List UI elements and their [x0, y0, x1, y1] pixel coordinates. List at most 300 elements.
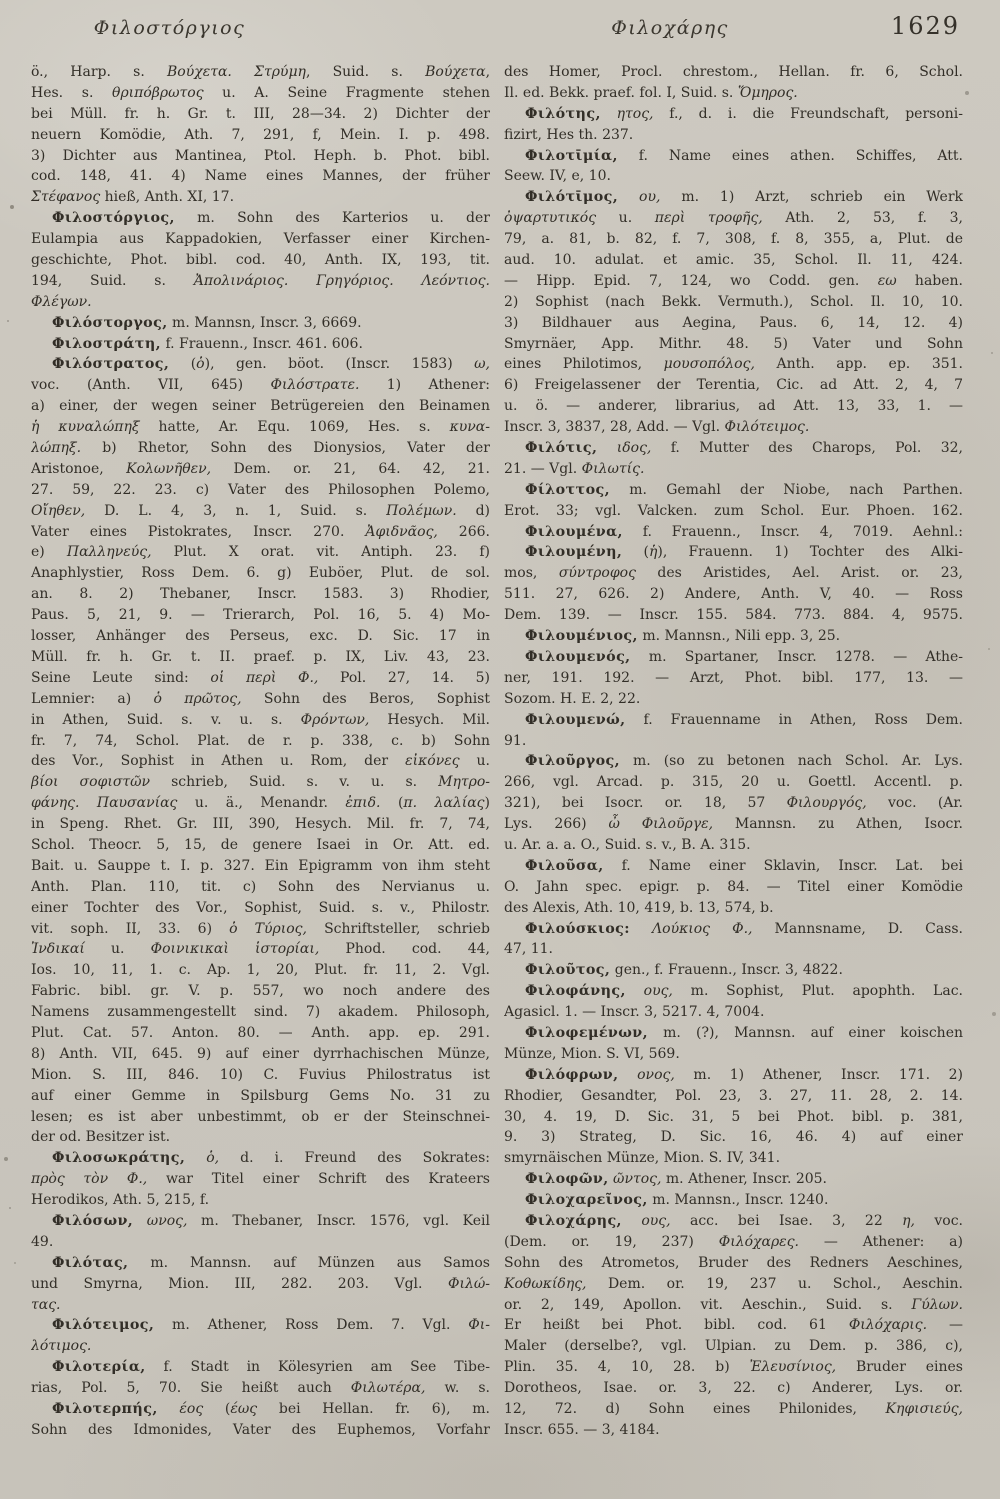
text-line [504, 563, 963, 584]
body-text: — [927, 1317, 963, 1334]
body-text: Plut. Cat. 57. Anton. 80. — Anth. app. ep. 291. [31, 1024, 490, 1041]
body-text: bei Hellan. fr. 6), m. [257, 1401, 490, 1417]
text-line [504, 1378, 963, 1399]
body-text: Namens zusammengestellt sind. 7) akadem. Philosoph, [31, 1004, 490, 1021]
body-text: voc. (Ar. [866, 795, 963, 812]
text-line [31, 710, 490, 731]
headword: Φιλοφῶν, [525, 1171, 609, 1188]
greek-text: ὁ [196, 356, 205, 373]
text-line [31, 772, 490, 793]
body-text: Mion. S. III, 846. 10) C. Fuvius Philostratus ist [31, 1066, 490, 1083]
text-line [31, 689, 490, 710]
body-text: ) [484, 795, 490, 812]
greek-text: ου, [639, 189, 661, 206]
text-line [31, 626, 490, 647]
body-text: 321), bei Isocr. or. 18, 57 [504, 795, 787, 812]
headword: Φιλουμένα, [525, 523, 623, 540]
text-line [504, 689, 963, 710]
greek-text: Βούχετα. Στρύμη [166, 64, 306, 80]
body-text: 8) Anth. VII, 645. 9) auf einer dyrrhachischen Münze, [31, 1045, 490, 1062]
headword: Φιλοῦσα, [525, 857, 604, 874]
headword: Φιλούσκιος: [525, 920, 630, 937]
text-line [504, 1107, 963, 1128]
body-text: in Athen, Suid. s. v. u. s. [31, 711, 301, 728]
headword: Φιλότειμος, [52, 1317, 155, 1334]
greek-text: έος [179, 1401, 204, 1417]
text-line [504, 856, 963, 877]
headword: Φιλοτερπής, [52, 1401, 158, 1417]
greek-text: Φιλουργός, [786, 795, 867, 812]
text-line [31, 919, 490, 940]
body-text: Phod. cod. 44, [319, 941, 490, 958]
text-line [504, 459, 963, 480]
text-line [31, 1211, 490, 1232]
greek-text: Μητρο- [438, 774, 490, 791]
body-text [630, 921, 652, 937]
body-text: u. ä., Menandr. [177, 795, 346, 812]
body-text: gen., f. Frauenn., Inscr. 3, 4822. [610, 962, 843, 979]
body-text: m. Sophist, Plut. apophth. Lac. [672, 983, 963, 1000]
body-text: Dorotheos, Isae. or. 3, 22. c) Anderer, Lys. or. [504, 1380, 963, 1397]
body-text: — Hipp. Epid. 7, 124, wo Codd. gen. [504, 272, 878, 289]
greek-text: Παλληνεύς, [66, 544, 152, 561]
body-text: Ios. 10, 11, 1. c. Ap. 1, 20, Plut. fr. 11, 2. Vgl. [31, 962, 490, 979]
text-line [504, 919, 963, 940]
text-line [31, 104, 490, 125]
greek-text: Πολέμων. [386, 502, 457, 519]
text-line [31, 877, 490, 898]
body-text: der od. Besitzer ist. [31, 1129, 171, 1146]
body-text: Inscr. 3, 3837, 28, Add. — Vgl. [504, 419, 725, 436]
body-text [622, 1213, 641, 1229]
headword: Φιλότης, [525, 105, 601, 122]
greek-text: Κοθωκίδης, [504, 1275, 587, 1292]
body-text: 9. 3) Strateg, D. Sic. 16, 46. 4) auf einer [504, 1129, 963, 1146]
text-line [31, 1315, 490, 1336]
body-text: u. [459, 753, 490, 770]
greek-text: θριπόβρωτος [112, 84, 204, 101]
body-text: 79, a. 81, b. 82, f. 7, 308, f. 8, 355, a, Plut. de [504, 231, 963, 248]
greek-text: βίοι σοφιστῶν [31, 774, 151, 791]
running-head-left: Φιλοστόργιος [93, 17, 246, 39]
body-text: Dem. 139. — Inscr. 155. 584. 773. 884. 4, 9575. [504, 607, 963, 624]
body-text: des Homer, Procl. chrestom., Hellan. fr. 6, Schol. [504, 64, 963, 80]
body-text: Mannsn. zu Athen, Isocr. [713, 816, 963, 833]
text-line [504, 1190, 963, 1211]
body-text: m. 1) Athener, Inscr. 171. 2) [674, 1066, 963, 1083]
body-text: ( [622, 544, 649, 561]
text-line [504, 668, 963, 689]
body-text [618, 189, 639, 205]
text-line [31, 647, 490, 668]
text-line [31, 229, 490, 250]
body-text [626, 983, 644, 999]
body-text: u. Ar. a. a. O., Suid. s. v., B. A. 315. [504, 836, 751, 853]
text-line [504, 417, 963, 438]
body-text: Herodikos, Ath. 5, 215, f. [31, 1192, 210, 1209]
greek-text: ὀψαρτυτικός [504, 210, 597, 227]
headword: Φιλοφάνης, [525, 983, 626, 1000]
body-text: Er heißt bei Phot. bibl. cod. 61 [504, 1317, 849, 1334]
greek-text: Ἐλευσίνιος, [749, 1359, 837, 1376]
text-line [504, 542, 963, 563]
body-text: Sohn des Atrometos, Bruder des Redners Aeschines, [504, 1254, 963, 1271]
body-text: 194, Suid. s. [31, 272, 194, 289]
text-line [31, 396, 490, 417]
body-text [597, 440, 616, 456]
body-text: d) [456, 502, 490, 519]
text-line [31, 751, 490, 772]
text-line [31, 563, 490, 584]
body-text: Schol. Theocr. 5, 15, de genere Isaei in Or. Att. ed. [31, 836, 490, 853]
headword: Φιλοτερία, [52, 1359, 146, 1376]
text-column-left [31, 62, 490, 1441]
text-line [504, 271, 963, 292]
text-line [504, 981, 963, 1002]
headword: Φιλοχάρης, [525, 1212, 622, 1229]
body-text: Münze, Mion. S. VI, 569. [504, 1045, 680, 1062]
text-line [504, 1357, 963, 1378]
body-text: Anth. app. ep. 351. [754, 356, 963, 373]
greek-text: φάνης. Παυσανίας [31, 795, 178, 812]
body-text: Schriftsteller, schrieb [306, 920, 490, 937]
text-line [31, 62, 490, 83]
greek-text: ωνος, [146, 1212, 188, 1229]
text-line [31, 1002, 490, 1023]
body-text: m. (so zu betonen nach Schol. Ar. Lys. [620, 753, 963, 770]
greek-text: Φρόντων, [300, 711, 370, 728]
body-text: u. A. Seine Fragmente stehen [203, 84, 490, 101]
greek-text: Βούχετα [425, 64, 486, 80]
body-text: 511. 27, 626. 2) Andere, Anth. V, 40. — Ross [504, 586, 963, 603]
body-text: lesen; es ist aber unbestimmt, ob er der Steinschnei- [31, 1108, 490, 1125]
text-line [31, 1357, 490, 1378]
greek-text: ἡ κυναλώπηξ [31, 419, 140, 436]
body-text: m. Sohn des Karterios u. der [174, 210, 490, 227]
body-text: m. Mannsn., Inscr. 1240. [647, 1192, 829, 1209]
body-text: rias, Pol. 5, 70. Sie heißt auch [31, 1380, 351, 1397]
body-text: Seew. IV, e, 10. [504, 168, 611, 185]
body-text: 6) Freigelassener der Terentia, Cic. ad Att. 2, 4, 7 [504, 377, 963, 394]
text-line [31, 1169, 490, 1190]
body-text: 30, 4. 19, D. Sic. 31, 5 bei Phot. bibl. p. 381, [504, 1108, 963, 1125]
body-text: ( [380, 795, 404, 812]
body-text: f., d. i. die Freundschaft, personi- [653, 105, 963, 122]
headword: Φιλοστράτη, [52, 335, 161, 352]
text-line [504, 1169, 963, 1190]
text-line [504, 250, 963, 271]
text-line [31, 605, 490, 626]
body-text: 266. [437, 523, 490, 540]
greek-text: Ὅμηρος. [737, 84, 798, 101]
greek-text: Ἀπολινάριος. Γρηγόριος. Λεόντιος. [193, 272, 490, 289]
body-text: smyrnäischen Münze, Mion. S. IV, 341. [504, 1150, 781, 1167]
text-line [31, 166, 490, 187]
body-text: 1) Athener: [359, 377, 490, 394]
body-text: einer Tochter des Vor., Sophist, Suid. s. v., Philostr. [31, 899, 490, 916]
headword: Φιλοχαρεῖνος, [525, 1192, 648, 1209]
body-text: , Suid. s. [305, 64, 426, 80]
text-line [31, 1274, 490, 1295]
body-text: Hes. s. [31, 84, 113, 101]
text-line [504, 1253, 963, 1274]
text-line [504, 751, 963, 772]
body-text: m. Spartaner, Inscr. 1278. — Athe- [630, 648, 963, 665]
body-text: cod. 148, 41. 4) Name eines Mannes, der früher [31, 168, 490, 185]
text-line [31, 939, 490, 960]
text-line [31, 522, 490, 543]
body-text: m. Thebaner, Inscr. 1576, vgl. Keil [187, 1212, 490, 1229]
greek-text: μουσοπόλος, [663, 356, 755, 373]
body-text: Vater eines Pistokrates, Inscr. 270. [31, 523, 366, 540]
text-line [504, 939, 963, 960]
headword: Φιλόσων, [52, 1212, 134, 1229]
body-text: auf einer Gemme in Spilsburg Gems No. 31 zu [31, 1087, 490, 1104]
body-text: ), Frauenn. 1) Tochter des Alki- [657, 544, 963, 561]
body-text [158, 1401, 180, 1417]
text-column-right [504, 62, 963, 1441]
headword: Φιλοφεμένων, [525, 1024, 648, 1041]
text-line [504, 62, 963, 83]
body-text: hieß, Anth. XI, 17. [100, 189, 235, 206]
body-text: 49. [31, 1233, 54, 1250]
body-text: Bruder eines [836, 1359, 963, 1376]
text-line [504, 522, 963, 543]
text-line [31, 981, 490, 1002]
body-text: f. Mutter des Charops, Pol. 32, [651, 440, 963, 457]
text-line [504, 208, 963, 229]
text-line [504, 1399, 963, 1420]
headword: Φιλοσωκράτης, [52, 1150, 186, 1167]
body-text: f. Stadt in Kölesyrien am See Tibe- [145, 1359, 490, 1376]
text-line [504, 438, 963, 459]
body-text: Paus. 5, 21, 9. — Trierarch, Pol. 16, 5. 4) Mo- [31, 607, 490, 624]
text-line [31, 125, 490, 146]
body-text: Plin. 35. 4, 10, 28. b) [504, 1359, 750, 1376]
body-text: Lys. 266) [504, 816, 609, 833]
body-text: an. 8. 2) Thebaner, Inscr. 1583. 3) Rhodier, [31, 586, 490, 603]
text-line [504, 605, 963, 626]
greek-text: ους, [643, 983, 673, 1000]
greek-text: ὁ Τύριος, [229, 920, 307, 937]
body-text: m. Gemahl der Niobe, nach Parthen. [610, 481, 963, 498]
body-text: m. Mannsn. auf Münzen aus Samos [128, 1254, 490, 1271]
body-text: aud. 10. adulat. et amic. 35, Schol. Il. 11, 424. [504, 252, 963, 269]
body-text: Sohn des Idmonides, Vater des Euphemos, Vorfahr [31, 1421, 490, 1438]
text-line [31, 1295, 490, 1316]
text-line [504, 1086, 963, 1107]
body-text: u. [84, 941, 151, 958]
body-text: ( [169, 356, 197, 373]
text-line [504, 1232, 963, 1253]
greek-text: Στέφανος [31, 189, 101, 206]
headword: Φιλοτῑμία, [525, 147, 618, 164]
text-line [504, 375, 963, 396]
body-text: 91. [504, 732, 527, 749]
text-line [504, 1065, 963, 1086]
body-text: bei Müll. fr. h. Gr. t. III, 28—34. 2) Dichter der [31, 105, 490, 122]
body-text: Hesych. Mil. [369, 711, 490, 728]
text-line [31, 271, 490, 292]
body-text: u. [596, 210, 655, 227]
text-line [504, 1148, 963, 1169]
body-text [619, 1067, 638, 1083]
body-text: w. s. [425, 1380, 490, 1397]
text-line [31, 354, 490, 375]
text-line [504, 1420, 963, 1441]
text-line [31, 438, 490, 459]
headword: Φιλόστρατος, [52, 356, 170, 373]
body-text: acc. bei Isae. 3, 22 [670, 1212, 903, 1229]
body-text: losser, Anhänger des Perseus, exc. D. Sic. 17 in [31, 628, 490, 645]
greek-text: Φιλωτέρα, [350, 1380, 426, 1397]
text-line [31, 1253, 490, 1274]
body-text: ( [203, 1401, 231, 1417]
text-line [31, 542, 490, 563]
headword: Φιλοῦργος, [525, 753, 621, 770]
greek-text: Λούκιος Φ., [652, 920, 753, 937]
greek-text: Φλέγων. [31, 293, 92, 310]
text-line [504, 793, 963, 814]
body-text: f. Frauenn., Inscr. 461. 606. [161, 335, 363, 352]
body-text: fizirt, Hes th. 237. [504, 126, 634, 143]
greek-text: ὁ, [206, 1150, 220, 1167]
body-text: Seine Leute sind: [31, 669, 211, 686]
greek-text: σύντροφος [558, 565, 636, 582]
body-text: Dem. or. 21, 64. 42, 21. [211, 460, 490, 477]
text-line [31, 292, 490, 313]
text-line [31, 1336, 490, 1357]
greek-text: Φοινικικαὶ ἱστορίαι, [150, 941, 320, 958]
body-text: m. Athener, Ross Dem. 7. Vgl. [154, 1317, 469, 1334]
text-line [31, 417, 490, 438]
greek-text: ω, [474, 356, 490, 373]
text-line [504, 835, 963, 856]
greek-text: ἡ [648, 544, 658, 561]
body-text: f. Name eines athen. Schiffes, Att. [617, 147, 963, 164]
body-text: mos, [504, 565, 559, 582]
body-text: schrieb, Suid. s. v. u. s. [150, 774, 439, 791]
running-head-right: Φιλοχάρης [611, 17, 729, 39]
text-line [504, 83, 963, 104]
text-line [31, 1378, 490, 1399]
text-line [31, 1023, 490, 1044]
text-line [31, 668, 490, 689]
headword: Φιλουμένη, [525, 544, 623, 561]
greek-text: Φιλότειμος. [724, 419, 810, 436]
text-line [504, 313, 963, 334]
greek-text: τας. [31, 1296, 61, 1313]
text-line [504, 647, 963, 668]
body-text: 2) Sophist (nach Bekk. Vermuth.), Schol. Il. 10, 10. [504, 293, 963, 310]
text-line [31, 584, 490, 605]
headword: Φιλοῦτος, [525, 962, 611, 979]
body-text: voc. (Anth. VII, 645) [31, 377, 271, 394]
text-line [504, 125, 963, 146]
headword: Φιλόστοργος, [52, 314, 168, 331]
text-line [31, 793, 490, 814]
text-line [31, 960, 490, 981]
greek-text: ὁ πρῶτος, [153, 690, 242, 707]
greek-text: Φιλώ- [448, 1275, 490, 1292]
text-line [504, 1274, 963, 1295]
text-line [31, 1086, 490, 1107]
text-line [31, 1399, 490, 1420]
body-text: m. Athener, Inscr. 205. [661, 1171, 828, 1188]
text-line [504, 396, 963, 417]
text-line [504, 626, 963, 647]
body-text: Pol. 27, 14. 5) [318, 669, 490, 686]
body-text: eines Philotimos, [504, 356, 664, 373]
greek-text: περὶ τροφῆς, [654, 210, 763, 227]
greek-text: Φι- [468, 1317, 490, 1334]
text-line [504, 1295, 963, 1316]
body-text [185, 1150, 206, 1166]
text-line [504, 501, 963, 522]
text-line [31, 501, 490, 522]
greek-text: λώπηξ. [31, 440, 82, 457]
body-text: hatte, Ar. Equ. 1069, Hes. s. [139, 419, 450, 436]
text-line [31, 208, 490, 229]
text-line [504, 1336, 963, 1357]
body-text: a) einer, der wegen seiner Betrügereien den Beinamen [31, 398, 490, 415]
text-line [31, 146, 490, 167]
text-line [504, 1002, 963, 1023]
greek-text: Φιλωτίς. [581, 460, 645, 477]
body-text: Smyrnäer, App. Mithr. 48. 5) Vater und Sohn [504, 335, 963, 352]
headword: Φιλόφρων, [525, 1066, 619, 1083]
text-line [504, 877, 963, 898]
greek-text: εω [877, 272, 897, 289]
greek-text: Ἀφιδνᾶος, [365, 523, 438, 540]
text-line [31, 1190, 490, 1211]
body-text: vit. soph. II, 33. 6) [31, 920, 230, 937]
text-line [504, 480, 963, 501]
text-line [504, 146, 963, 167]
body-text: Agasicl. 1. — Inscr. 3, 5217. 4, 7004. [504, 1004, 765, 1021]
body-text: Ath. 2, 53, f. 3, [762, 210, 963, 227]
greek-text: ητος, [616, 105, 654, 122]
greek-text: Οἴηθεν, [31, 502, 86, 519]
greek-text: η, [902, 1212, 915, 1229]
body-text: des Aristides, Ael. Arist. or. 23, [635, 565, 963, 582]
text-line [31, 1232, 490, 1253]
body-text: d. i. Freund des Sokrates: [219, 1150, 490, 1167]
text-line [504, 166, 963, 187]
greek-text: ῶντος, [613, 1171, 662, 1188]
greek-text: Ἰνδικαί [31, 941, 85, 958]
body-text: f. Frauenname in Athen, Ross Dem. [625, 711, 963, 728]
greek-text: κυνα- [449, 419, 490, 436]
text-line [31, 1148, 490, 1169]
body-text: O. Jahn spec. epigr. p. 84. — Titel einer Komödie [504, 878, 963, 895]
greek-text: Κολωνῆθεν, [126, 460, 212, 477]
body-text: 27. 59, 22. 23. c) Vater des Philosophen Polemo, [31, 481, 490, 498]
page-number: 1629 [890, 12, 960, 40]
body-text: Aristonoe, [31, 460, 127, 477]
text-line [504, 710, 963, 731]
text-line [31, 814, 490, 835]
text-line [31, 459, 490, 480]
body-text: Dem. or. 19, 237 u. Schol., Aeschin. [586, 1275, 963, 1292]
body-text: neuern Komödie, Ath. 7, 291, f, Mein. I. p. 498. [31, 126, 490, 143]
body-text: f. Frauenn., Inscr. 4, 7019. Aehnl.: [622, 523, 963, 540]
text-line [31, 856, 490, 877]
body-text: 3) Bildhauer aus Aegina, Paus. 6, 14, 12. 4) [504, 314, 963, 331]
text-line [31, 1044, 490, 1065]
body-text: Plut. X orat. vit. Antiph. 23. f) [151, 544, 490, 561]
greek-text: λότιμος. [31, 1338, 92, 1355]
